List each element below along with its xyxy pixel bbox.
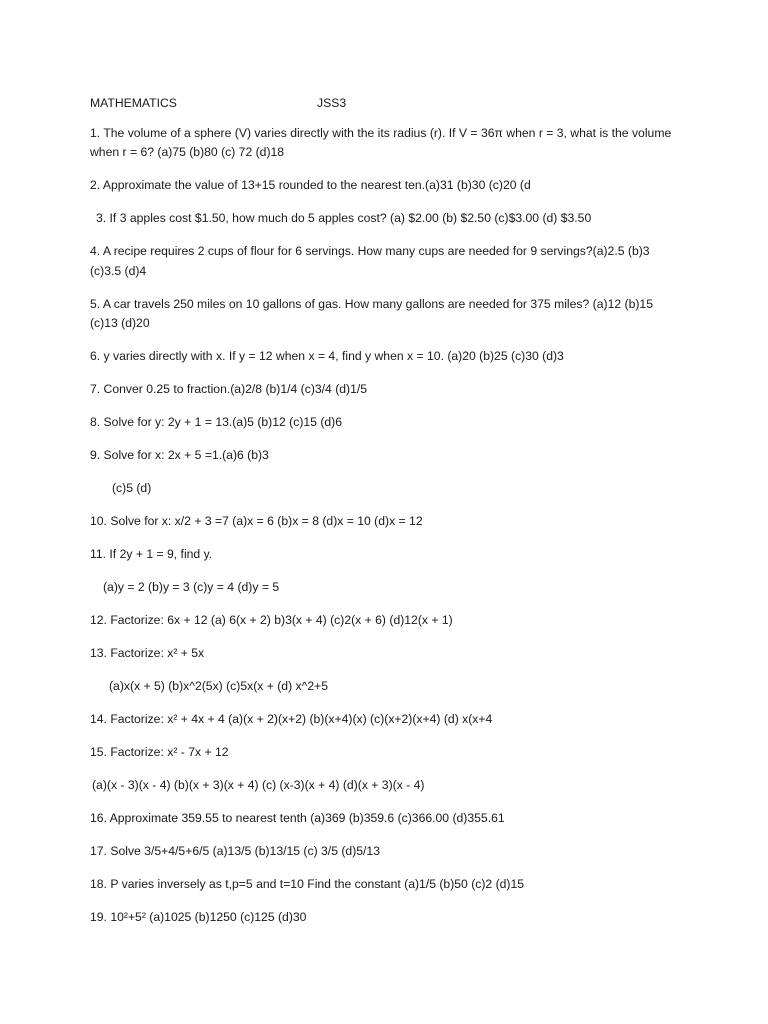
question-9-options: (c)5 (d) <box>112 481 152 495</box>
question-15-options: (a)(x - 3)(x - 4) (b)(x + 3)(x + 4) (c) (x-3)(x + 4) (d)(x + 3)(x - 4) <box>92 778 425 792</box>
question-7: 7. Conver 0.25 to fraction.(a)2/8 (b)1/4 (c)3/4 (d)1/5 <box>90 382 368 396</box>
question-2: 2. Approximate the value of 13+15 rounded to the nearest ten.(a)31 (b)30 (c)20 (d <box>90 178 531 192</box>
question-19: 19. 10²+5² (a)1025 (b)1250 (c)125 (d)30 <box>90 910 307 924</box>
question-11: 11. If 2y + 1 = 9, find y. <box>90 547 213 561</box>
question-1: 1. The volume of a sphere (V) varies directly with the its radius (r). If V = 36π when r = 3, what is the volume when r = 6? (a)75 (b)80 (c) 72 (d)18 <box>90 125 672 159</box>
worksheet-page <box>90 94 680 941</box>
question-9: 9. Solve for x: 2x + 5 =1.(a)6 (b)3 <box>90 448 269 462</box>
question-14: 14. Factorize: x² + 4x + 4 (a)(x + 2)(x+2) (b)(x+4)(x) (c)(x+2)(x+4) (d) x(x+4 <box>90 712 493 726</box>
question-13: 13. Factorize: x² + 5x <box>90 646 205 660</box>
question-10: 10. Solve for x: x/2 + 3 =7 (a)x = 6 (b)x = 8 (d)x = 10 (d)x = 12 <box>90 514 423 528</box>
question-13-options: (a)x(x + 5) (b)x^2(5x) (c)5x(x + (d) x^2+5 <box>109 679 329 693</box>
question-8: 8. Solve for y: 2y + 1 = 13.(a)5 (b)12 (c)15 (d)6 <box>90 415 342 429</box>
question-4: 4. A recipe requires 2 cups of flour for 6 servings. How many cups are needed for 9 servings?(a)2.5 (b)3 (c)3.5 (d)4 <box>90 244 650 278</box>
class-label: JSS3 <box>317 96 347 110</box>
question-17: 17. Solve 3/5+4/5+6/5 (a)13/5 (b)13/15 (c) 3/5 (d)5/13 <box>90 844 380 858</box>
question-16: 16. Approximate 359.55 to nearest tenth (a)369 (b)359.6 (c)366.00 (d)355.61 <box>90 811 505 825</box>
question-18: 18. P varies inversely as t,p=5 and t=10 Find the constant (a)1/5 (b)50 (c)2 (d)15 <box>90 877 525 891</box>
question-3: 3. If 3 apples cost $1.50, how much do 5 apples cost? (a) $2.00 (b) $2.50 (c)$3.00 (d) $3.50 <box>96 211 592 225</box>
question-12: 12. Factorize: 6x + 12 (a) 6(x + 2) b)3(x + 4) (c)2(x + 6) (d)12(x + 1) <box>90 613 453 627</box>
question-5: 5. A car travels 250 miles on 10 gallons of gas. How many gallons are needed for 375 miles? (a)12 (b)15 (c)13 (d)20 <box>90 296 653 330</box>
worksheet-header <box>90 94 680 114</box>
question-6: 6. y varies directly with x. If y = 12 when x = 4, find y when x = 10. (a)20 (b)25 (c)30 (d)3 <box>90 349 564 363</box>
question-11-options: (a)y = 2 (b)y = 3 (c)y = 4 (d)y = 5 <box>103 580 280 594</box>
question-15: 15. Factorize: x² - 7x + 12 <box>90 745 229 759</box>
subject-title: MATHEMATICS <box>90 96 177 110</box>
